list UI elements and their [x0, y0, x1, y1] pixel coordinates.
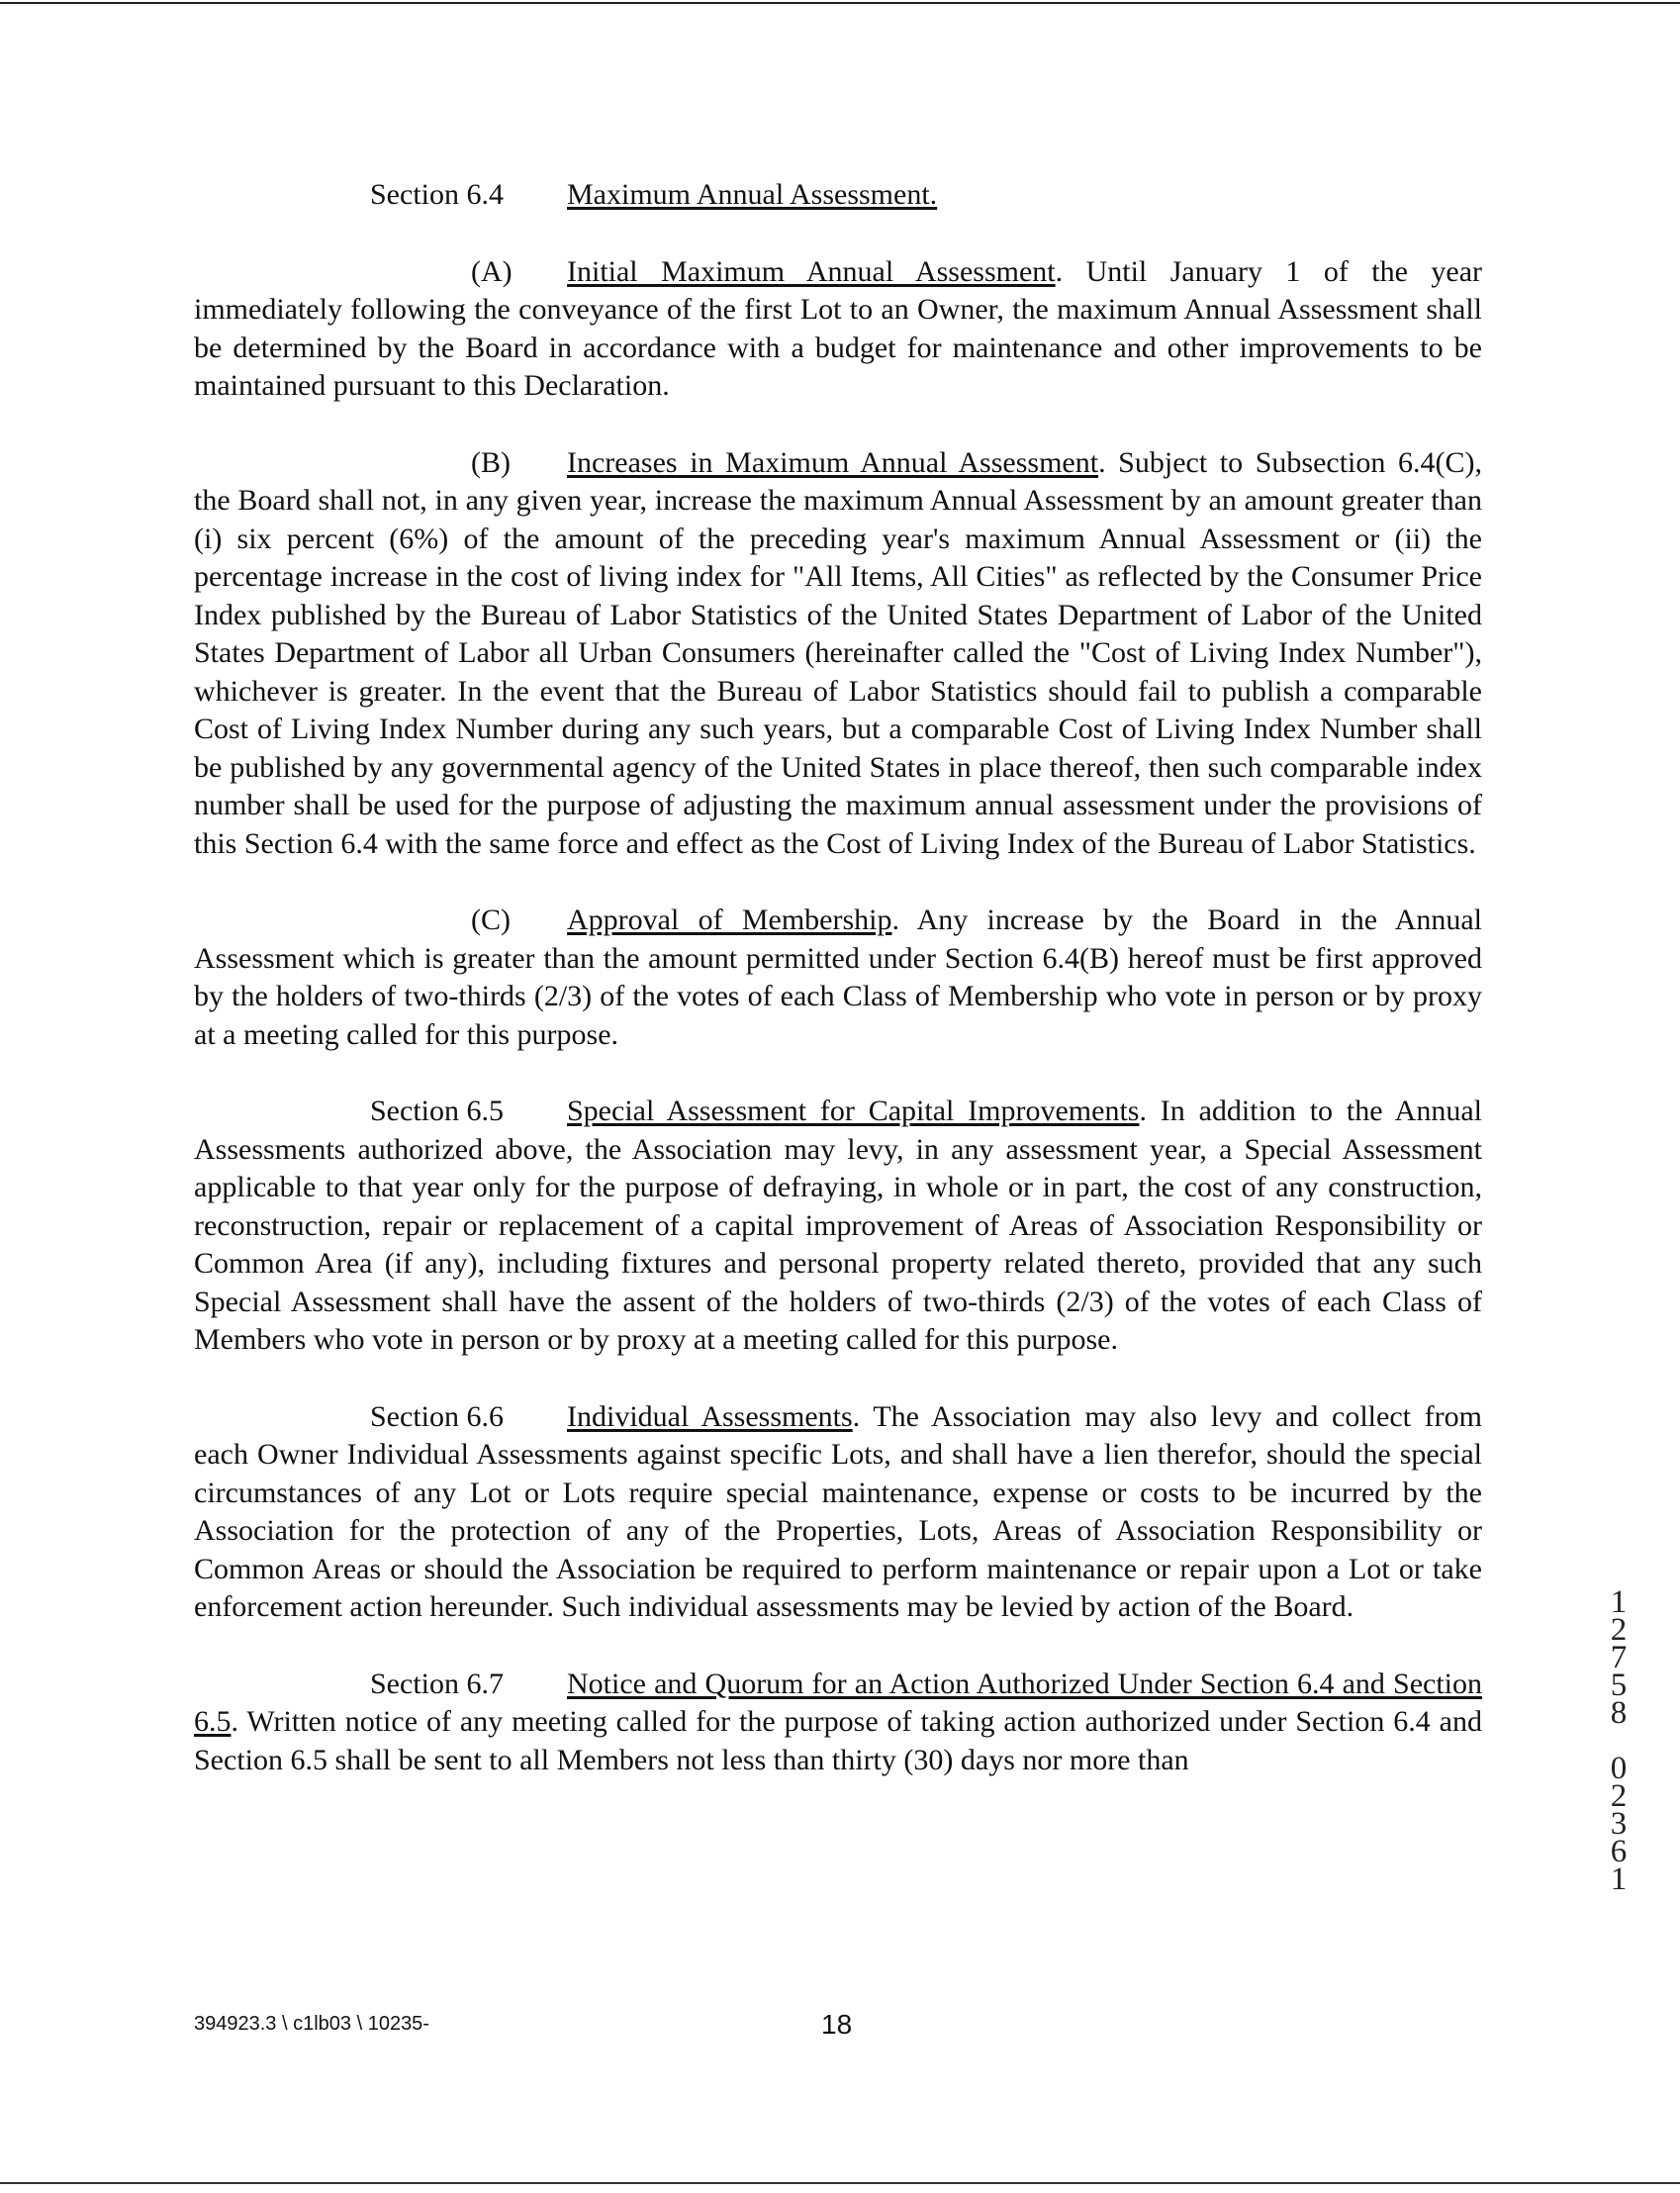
section-title: Notice and Quorum for an Action Authorized Under Section 6.4 and Section 6.5 — [194, 1667, 1482, 1738]
subsection-label: (B) — [471, 445, 511, 479]
section-body: . In addition to the Annual Assessments authorized above, the Association may levy, in any assessment year, a Special Assessment applicable to that year only for the purpose of defraying, in whole or in part, the cost of any construction, reconstruction, repair or replacement of a capital improvement of Areas of Association Responsibility or Common Area (if any), including fixtures and personal property related thereto, provided that any such Special Assessment shall have the assent of the holders of two-thirds (2/3) of the votes of each Class of Members who vote in person or by proxy at a meeting called for this purpose. — [194, 1095, 1482, 1356]
page-footer — [194, 2009, 1482, 2049]
section-6-7-paragraph — [194, 1666, 1482, 1780]
subsection-body: . Subject to Subsection 6.4(C), the Board shall not, in any given year, increase the maximum Annual Assessment by an amount greater than (i) six percent (6%) of the amount of the preceding year's maximum Annual Assessment or (ii) the percentage increase in the cost of living index for "All Items, All Cities" as reflected by the Consumer Price Index published by the Bureau of Labor Statistics of the United States Department of Labor of the United States Department of Labor all Urban Consumers (hereinafter called the "Cost of Living Index Number"), whichever is greater. In the event that the Bureau of Labor Statistics should fail to publish a comparable Cost of Living Index Number during any such years, but a comparable Cost of Living Index Number shall be published by any governmental agency of the United States in place thereof, then such comparable index number shall be used for the purpose of adjusting the maximum annual assessment under the provisions of this Section 6.4 with the same force and effect as the Cost of Living Index of the Bureau of Labor Statistics. — [194, 445, 1482, 860]
section-number: Section 6.4 — [370, 178, 504, 211]
section-body: . Written notice of any meeting called for the purpose of taking action authorized under Section 6.4 and Section 6.5 shall be sent to all Members not less than thirty (30) days nor more than — [194, 1705, 1482, 1776]
section-number: Section 6.6 — [370, 1399, 504, 1433]
section-6-5-paragraph — [194, 1093, 1482, 1360]
scan-edge-top — [0, 2, 1680, 4]
section-number: Section 6.5 — [370, 1095, 504, 1127]
document-page — [194, 176, 1482, 1779]
section-6-6-paragraph — [194, 1398, 1482, 1627]
scan-edge-bottom — [0, 2182, 1680, 2184]
paragraph-gap — [194, 215, 1482, 253]
subsection-a-paragraph — [194, 253, 1482, 406]
subsection-body: . Any increase by the Board in the Annual Assessment which is greater than the amount permitted under Section 6.4(B) hereof must be first approved by the holders of two-thirds (2/3) of the votes of each Class of Membership who vote in person or by proxy at a meeting called for this purpose. — [194, 904, 1483, 1051]
section-6-4-heading — [194, 176, 1482, 215]
document-id: 394923.3 \ c1lb03 \ 10235- — [194, 2013, 429, 2035]
subsection-b-paragraph — [194, 444, 1482, 864]
subsection-label: (A) — [471, 254, 513, 288]
subsection-title: Approval of Membership — [567, 904, 892, 936]
subsection-c-paragraph — [194, 902, 1482, 1054]
section-body: . The Association may also levy and collect from each Owner Individual Assessments against specific Lots, and shall have a lien therefor, should the special circumstances of any Lot or Lots require special maintenance, expense or costs to be incurred by the Association for the protection of any of the Properties, Lots, Areas of Association Responsibility or Common Areas or should the Association be required to perform maintenance or repair upon a Lot or take enforcement action hereunder. Such individual assessments may be levied by action of the Board. — [194, 1399, 1482, 1623]
recording-stamp: 1 2 7 5 8 0 2 3 6 1 — [1610, 1584, 1628, 1897]
page-number: 18 — [821, 2009, 853, 2040]
paragraph-gap — [194, 1627, 1482, 1666]
section-title: Maximum Annual Assessment. — [567, 178, 938, 211]
section-title: Individual Assessments — [567, 1399, 853, 1433]
subsection-label: (C) — [471, 904, 511, 936]
section-title: Special Assessment for Capital Improvements — [567, 1095, 1140, 1127]
paragraph-gap — [194, 863, 1482, 902]
paragraph-gap — [194, 1054, 1482, 1093]
paragraph-gap — [194, 406, 1482, 444]
paragraph-gap — [194, 1360, 1482, 1398]
subsection-body: . Until January 1 of the year immediately following the conveyance of the first Lot to an Owner, the maximum Annual Assessment shall be determined by the Board in accordance with a budget for maintenance and other improvements to be maintained pursuant to this Declaration. — [194, 254, 1483, 402]
subsection-title: Increases in Maximum Annual Assessment — [567, 445, 1099, 479]
section-number: Section 6.7 — [370, 1667, 504, 1700]
subsection-title: Initial Maximum Annual Assessment — [567, 254, 1056, 288]
